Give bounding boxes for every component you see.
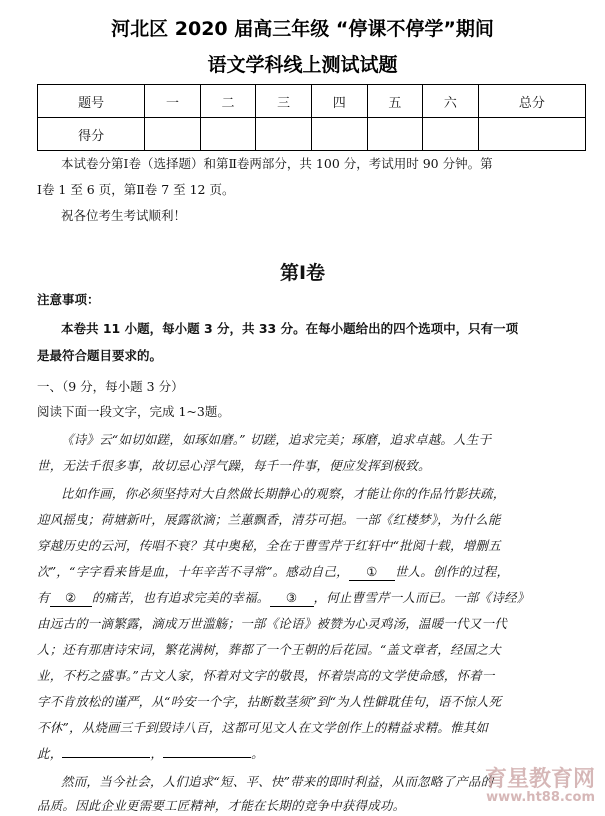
score-table: [37, 84, 586, 151]
passage-line: 然而，当今社会，人们追求“短、平、快”带来的即时利益，从而忽略了产品的: [61, 774, 494, 789]
blank-1: ①: [349, 564, 395, 581]
blank-3: ③: [270, 590, 314, 607]
passage-line: 此， ， 。: [37, 746, 264, 761]
score-header-cell: 一: [145, 85, 201, 118]
passage-line: [37, 563, 509, 581]
blank-5: [163, 757, 251, 758]
score-header-cell: 四: [311, 85, 367, 118]
section-heading: 第Ⅰ卷: [279, 262, 326, 284]
score-header-cell: 六: [423, 85, 479, 118]
score-table-score-row: [38, 118, 586, 151]
passage-line: 比如作画，你必须坚持对大自然做长期静心的观察，才能让你的作品竹影扶疏，: [61, 486, 506, 501]
score-table-header-row: [38, 85, 586, 118]
score-cell: [478, 118, 585, 151]
intro-wish: 祝各位考生考试顺利！: [61, 208, 187, 223]
passage-line: 《诗》云“如切如蹉，如琢如磨。” 切蹉，追求完美；琢磨，追求卓越。人生于: [61, 432, 492, 447]
score-cell: [200, 118, 256, 151]
passage-text: ，何止曹雪芹一人而已。一部《诗经》: [313, 590, 530, 605]
passage-line: 人；还有那唐诗宋词，繁花满树，葬都了一个王朝的后花园。“盖文章者，经国之大: [37, 642, 501, 657]
score-cell: [423, 118, 479, 151]
passage-text: 的痛苦，也有追求完美的幸福。: [91, 590, 270, 605]
part-title: 一、（9 分，每小题 3 分）: [37, 379, 184, 394]
passage-line: [37, 589, 529, 607]
passage-line: 品质。因此企业更需要工匠精神，才能在长期的竞争中获得成功。: [37, 798, 406, 813]
score-header-cell: 二: [200, 85, 256, 118]
blank-4: [62, 757, 150, 758]
passage-line: 由远古的一滴繁露，滴成万世滥觞；一部《论语》被赞为心灵鸡汤，温暖一代又一代: [37, 616, 507, 631]
passage-line: 迎风摇曳；荷塘新叶，展露欲滴；兰蕙飘香，清芬可挹。一部《红楼梦》，为什么能: [37, 512, 501, 527]
passage-line: 不休”，从烧画三千到毁诗八百，这都可见文人在文学创作上的精益求精。惟其如: [37, 720, 489, 735]
passage-line: 字不肯放松的谨严，从“吟安一个字，拈断数茎须”到“为人性僻耽佳句，语不惊人死: [37, 694, 502, 709]
exam-title-line2: 语文学科线上测试试题: [207, 54, 398, 76]
score-cell: [311, 118, 367, 151]
passage-text: 次”，“字字看来皆是血，十年辛苦不寻常”。感动自己，: [37, 564, 349, 579]
passage-text: 世人。创作的过程，: [394, 564, 510, 579]
exam-title-line1: 河北区 2020 届高三年级 “停课不停学”期间: [111, 18, 494, 40]
notice-text: 是最符合题目要求的。: [37, 348, 163, 363]
passage-text: 此，: [37, 746, 63, 761]
passage-line: 业，不朽之盛事。”古文人家，怀着对文字的敬畏，怀着崇高的文学使命感，怀着一: [37, 668, 495, 683]
passage-line: 穿越历史的云河，传唱不衰？其中奥秘，全在于曹雪芹于红轩中“批阅十载，增删五: [37, 538, 501, 553]
watermark-logo: 育星教育网: [484, 767, 595, 792]
watermark-url: www.ht88.com: [486, 790, 595, 805]
blank-2: ②: [50, 590, 92, 607]
score-header-cell: 总分: [478, 85, 585, 118]
score-cell: [256, 118, 312, 151]
notice-text: 本卷共 11 小题，每小题 3 分，共 33 分。在每小题给出的四个选项中，只有一项: [61, 321, 519, 336]
passage-text: 有: [37, 590, 50, 605]
passage-line: 世，无法千很多事，故切忌心浮气躁，每千一件事，便应发挥到极致。: [37, 458, 431, 473]
notice-label: 注意事项：: [37, 292, 100, 307]
score-row-label: 得分: [38, 118, 145, 151]
intro-line: Ⅰ卷 1 至 6 页，第Ⅱ卷 7 至 12 页。: [37, 182, 235, 197]
intro-line: 本试卷分第Ⅰ卷（选择题）和第Ⅱ卷两部分，共 100 分，考试用时 90 分钟。第: [61, 156, 493, 171]
score-header-cell: 题号: [38, 85, 145, 118]
score-cell: [145, 118, 201, 151]
score-cell: [367, 118, 423, 151]
score-header-cell: 三: [256, 85, 312, 118]
score-header-cell: 五: [367, 85, 423, 118]
instruction: 阅读下面一段文字，完成 1~3题。: [37, 404, 230, 419]
